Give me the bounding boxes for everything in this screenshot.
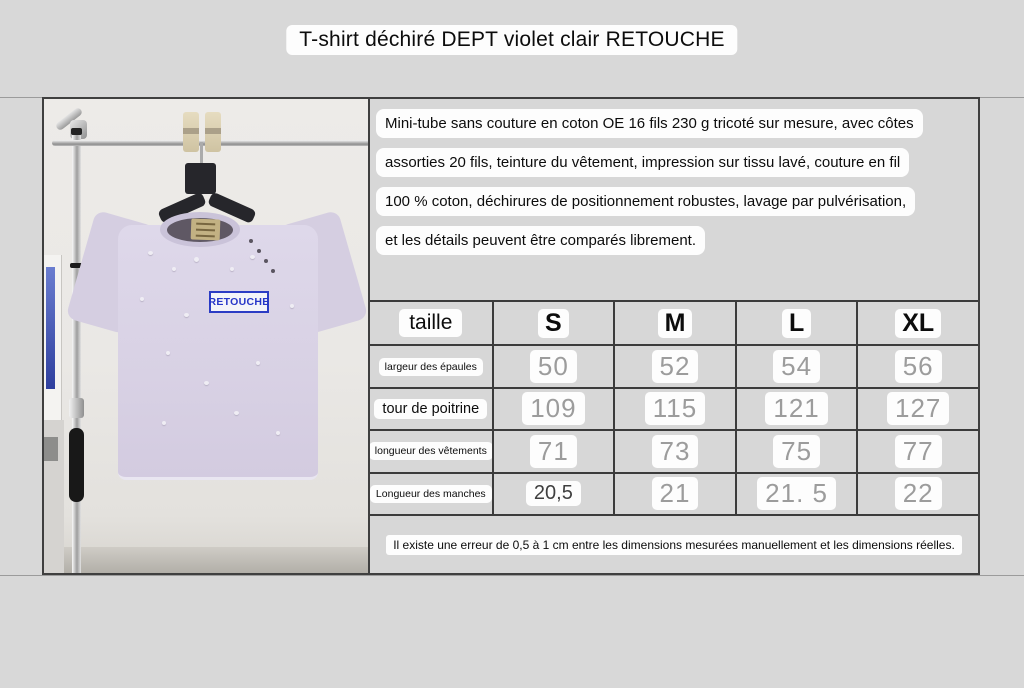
column-header-l: L [782, 309, 811, 338]
size-chart-header-cell [613, 302, 735, 344]
size-chart-header-cell [735, 302, 857, 344]
tshirt-body [118, 225, 318, 480]
size-chart-value-cell [613, 472, 735, 514]
shoulder-stud [249, 239, 253, 243]
distressed-hole [250, 255, 255, 259]
size-chart-header-cell [370, 302, 492, 344]
distressed-hole [234, 411, 239, 415]
value-length-m: 73 [652, 435, 699, 468]
distressed-hole [166, 351, 170, 355]
stand-foam-grip [69, 428, 84, 502]
distressed-hole [140, 297, 144, 301]
row-label-garment-length: longueur des vêtements [370, 442, 492, 460]
distressed-hole [172, 267, 176, 271]
clothespin-icon [183, 112, 199, 152]
value-sleeve-m: 21 [652, 477, 699, 510]
size-chart-value-cell [856, 344, 978, 386]
size-chart-table [370, 300, 978, 514]
value-chest-xl: 127 [887, 392, 949, 425]
page-title: T-shirt déchiré DEPT violet clair RETOUCHE [286, 25, 737, 55]
size-chart-value-cell [492, 387, 614, 429]
description-line: assorties 20 fils, teinture du vêtement, impression sur tissu lavé, couture en fil [376, 148, 909, 177]
value-length-xl: 77 [895, 435, 942, 468]
value-chest-m: 115 [645, 392, 705, 425]
value-length-s: 71 [530, 435, 577, 468]
stand-pole-cap [71, 128, 82, 135]
size-chart-value-cell [856, 429, 978, 471]
size-chart-value-cell [735, 472, 857, 514]
distressed-hole [184, 313, 189, 317]
size-chart-label-cell [370, 387, 492, 429]
size-chart-value-cell [735, 344, 857, 386]
size-chart-value-cell [492, 472, 614, 514]
bottom-divider-line [0, 575, 1024, 576]
product-description [370, 99, 978, 300]
size-chart-label-cell [370, 472, 492, 514]
value-shoulder-s: 50 [530, 350, 577, 383]
description-line: 100 % coton, déchirures de positionnement robustes, lavage par pulvérisation, [376, 187, 915, 216]
size-chart-header-cell [856, 302, 978, 344]
hanger-body [185, 163, 216, 194]
photo-floor [44, 547, 368, 573]
distressed-hole [194, 257, 199, 262]
stand-pole-joint [69, 398, 84, 418]
measurement-note-row [370, 514, 978, 573]
value-chest-s: 109 [522, 392, 584, 425]
tshirt-neck-label [191, 219, 221, 241]
distressed-hole [162, 421, 166, 425]
distressed-hole [256, 361, 260, 365]
row-label-shoulder-width: largeur des épaules [379, 358, 483, 376]
distressed-hole [148, 251, 153, 255]
product-info-panel [42, 97, 980, 575]
size-chart-label-cell [370, 344, 492, 386]
column-header-taille: taille [399, 309, 462, 337]
row-label-chest: tour de poitrine [374, 399, 487, 419]
distressed-hole [204, 381, 209, 385]
value-sleeve-l: 21. 5 [757, 477, 836, 510]
leaning-panel-artwork [46, 267, 55, 389]
shoulder-stud [264, 259, 268, 263]
value-sleeve-xl: 22 [895, 477, 942, 510]
size-chart-value-cell [492, 344, 614, 386]
size-chart-value-cell [613, 429, 735, 471]
distressed-hole [230, 267, 234, 271]
size-chart-value-cell [735, 429, 857, 471]
value-shoulder-l: 54 [773, 350, 820, 383]
shoulder-stud [257, 249, 261, 253]
distressed-hole [290, 304, 294, 308]
value-shoulder-m: 52 [652, 350, 699, 383]
measurement-note: Il existe une erreur de 0,5 à 1 cm entre les dimensions mesurées manuellement et les dimensions réelles. [386, 535, 962, 555]
column-header-m: M [658, 309, 693, 338]
value-sleeve-s: 20,5 [526, 481, 581, 506]
description-line: et les détails peuvent être comparés librement. [376, 226, 705, 255]
tshirt-chest-patch: RETOUCHE [209, 291, 269, 313]
description-line: Mini-tube sans couture en coton OE 16 fils 230 g tricoté sur mesure, avec côtes [376, 109, 923, 138]
size-chart-value-cell [856, 472, 978, 514]
column-header-s: S [538, 309, 569, 338]
size-chart-header-cell [492, 302, 614, 344]
value-shoulder-xl: 56 [895, 350, 942, 383]
size-chart-value-cell [492, 429, 614, 471]
size-chart-value-cell [613, 387, 735, 429]
value-length-l: 75 [773, 435, 820, 468]
value-chest-l: 121 [765, 392, 827, 425]
distressed-hole [276, 431, 280, 435]
shoulder-stud [271, 269, 275, 273]
size-chart-label-cell [370, 429, 492, 471]
stand-pole [72, 135, 81, 573]
clothespin-icon [205, 112, 221, 152]
details-panel [370, 99, 978, 573]
size-chart-value-cell [735, 387, 857, 429]
size-chart-value-cell [613, 344, 735, 386]
column-header-xl: XL [895, 309, 941, 338]
side-pedestal-shadow [44, 437, 58, 461]
row-label-sleeve-length: Longueur des manches [370, 485, 492, 503]
product-photo [44, 99, 370, 573]
size-chart-value-cell [856, 387, 978, 429]
